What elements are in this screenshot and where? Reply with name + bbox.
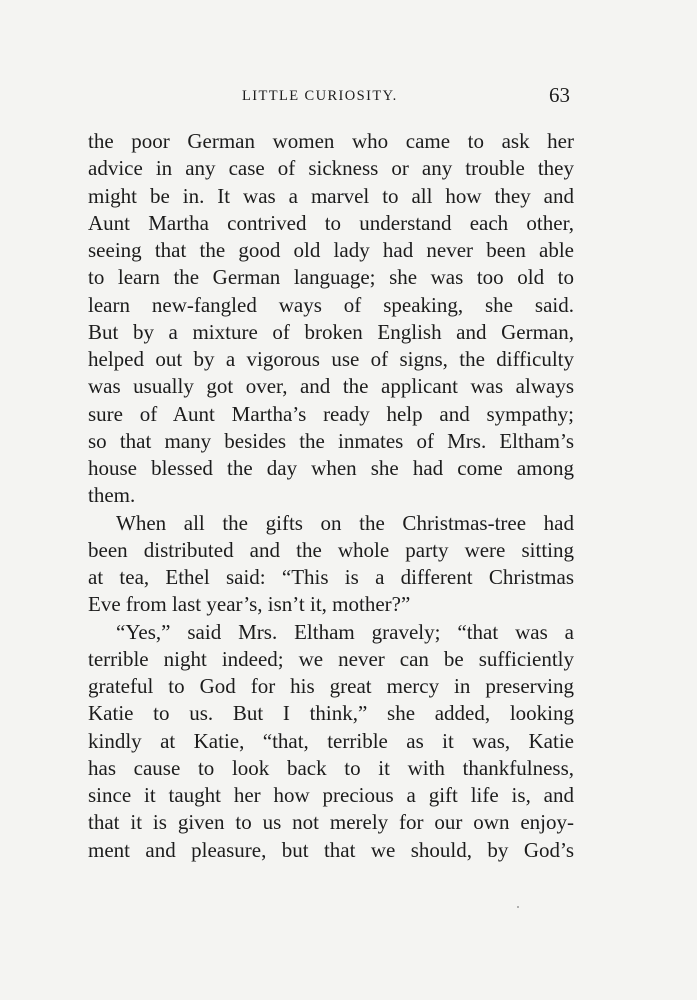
text-line: might be in. It was a marvel to all how they and (88, 183, 574, 208)
text-line: terrible night indeed; we never can be sufficiently (88, 646, 574, 671)
text-line: been distributed and the whole party were sitting (88, 537, 574, 562)
text-line: kindly at Katie, “that, terrible as it was, Katie (88, 728, 574, 753)
text-line: seeing that the good old lady had never been able (88, 238, 574, 262)
text-line: at tea, Ethel said: “This is a different Christmas (88, 565, 574, 589)
text-line: ment and pleasure, but that we should, by God’s (88, 837, 574, 862)
text-line: sure of Aunt Martha’s ready help and sympathy; (88, 401, 574, 426)
text-line: was usually got over, and the applicant was always (88, 374, 574, 399)
text-line: that it is given to us not merely for our own enjoy- (88, 810, 574, 835)
text-line: learn new-fangled ways of speaking, she said. (88, 292, 574, 317)
paragraph-first-line: When all the gifts on the Christmas-tree had (116, 510, 574, 535)
paragraph-first-line: “Yes,” said Mrs. Eltham gravely; “that was a (116, 619, 574, 644)
text-line: Aunt Martha contrived to understand each other, (88, 210, 574, 235)
text-line: to learn the German language; she was too old to (88, 265, 574, 290)
running-head (88, 83, 570, 110)
text-line: since it taught her how precious a gift life is, and (88, 783, 574, 807)
text-line: has cause to look back to it with thankfulness, (88, 755, 574, 780)
text-line: Katie to us. But I think,” she added, looking (88, 701, 574, 726)
paper-speck (517, 906, 519, 908)
text-line: them. (88, 483, 136, 508)
text-line: But by a mixture of broken English and German, (88, 319, 574, 344)
running-title: LITTLE CURIOSITY. (242, 88, 398, 104)
text-line: grateful to God for his great mercy in preserving (88, 674, 574, 698)
text-line: Eve from last year’s, isn’t it, mother?” (88, 592, 411, 617)
text-line: advice in any case of sickness or any trouble they (88, 156, 574, 181)
page-number: 63 (549, 83, 570, 107)
body-text (88, 128, 574, 864)
text-line: helped out by a vigorous use of signs, the difficulty (88, 347, 574, 371)
text-line: house blessed the day when she had come among (88, 456, 574, 480)
text-line: the poor German women who came to ask her (88, 129, 574, 153)
text-line: so that many besides the inmates of Mrs. Eltham’s (88, 428, 574, 453)
